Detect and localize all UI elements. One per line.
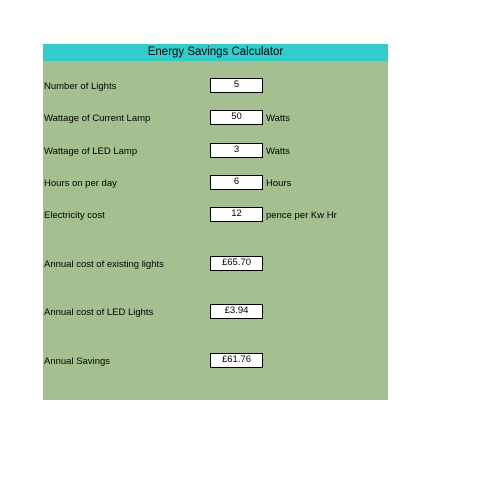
led-lights-cost-value: £3.94 (210, 304, 263, 319)
electricity-cost-unit: pence per Kw Hr (266, 210, 337, 221)
electricity-cost-label: Electricity cost (44, 210, 105, 221)
annual-savings-value: £61.76 (210, 353, 263, 368)
hours-per-day-input[interactable]: 6 (210, 175, 263, 190)
led-lamp-wattage-unit: Watts (266, 146, 290, 157)
led-lights-cost-label: Annual cost of LED Lights (44, 307, 154, 318)
hours-per-day-unit: Hours (266, 178, 292, 189)
existing-lights-cost-value: £65.70 (210, 256, 263, 271)
energy-calculator-panel (43, 44, 388, 400)
calculator-title: Energy Savings Calculator (43, 44, 388, 61)
number-of-lights-input[interactable]: 5 (210, 78, 263, 93)
annual-savings-label: Annual Savings (44, 356, 111, 367)
existing-lights-cost-label: Annual cost of existing lights (44, 259, 164, 270)
led-lamp-wattage-label: Wattage of LED Lamp (44, 146, 138, 157)
current-lamp-wattage-unit: Watts (266, 113, 290, 124)
current-lamp-wattage-input[interactable]: 50 (210, 110, 263, 125)
current-lamp-wattage-label: Wattage of Current Lamp (44, 113, 151, 124)
hours-per-day-label: Hours on per day (44, 178, 117, 189)
electricity-cost-input[interactable]: 12 (210, 207, 263, 222)
led-lamp-wattage-input[interactable]: 3 (210, 143, 263, 158)
number-of-lights-label: Number of Lights (44, 81, 117, 92)
